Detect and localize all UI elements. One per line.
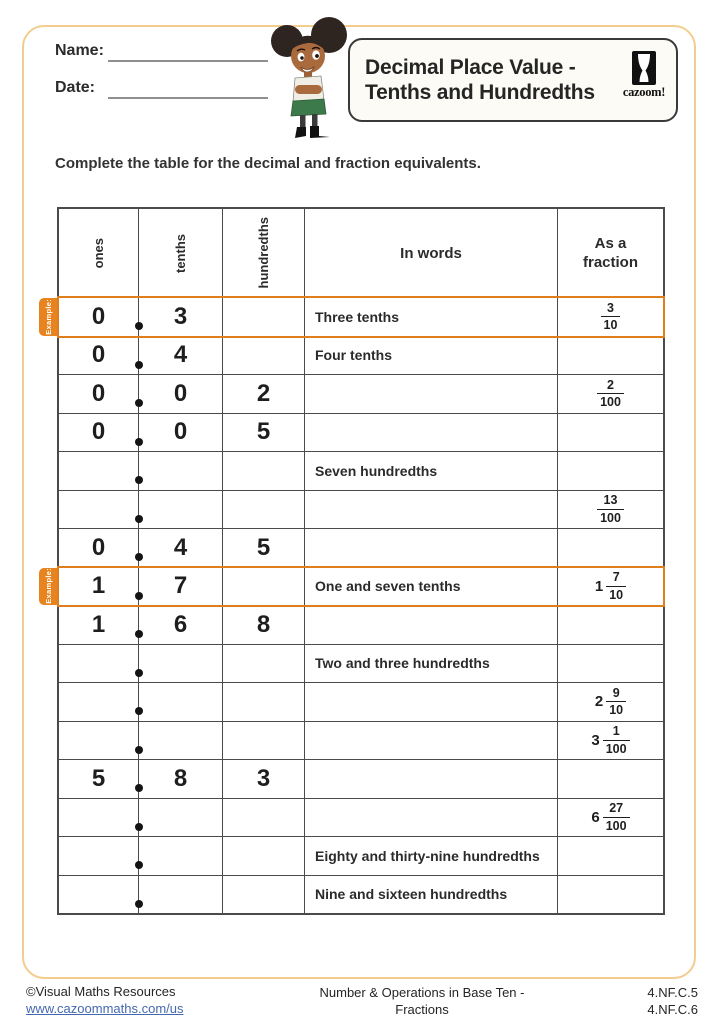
in-words-text: Three tenths xyxy=(315,308,400,325)
cell-as-fraction xyxy=(558,529,663,567)
instruction-text: Complete the table for the decimal and fraction equivalents. xyxy=(55,155,481,172)
tenths-digit: 4 xyxy=(173,533,188,561)
cell-in-words xyxy=(305,568,558,606)
cell-in-words xyxy=(305,414,558,452)
cell-ones xyxy=(59,568,139,606)
in-words-text: Four tenths xyxy=(315,347,392,364)
fraction-numerator: 2 xyxy=(607,377,614,392)
cell-as-fraction xyxy=(558,452,663,490)
tenths-digit: 0 xyxy=(173,418,188,446)
cell-as-fraction xyxy=(558,683,663,721)
copyright-text: ©Visual Maths Resources xyxy=(26,984,176,999)
cell-in-words xyxy=(305,837,558,875)
fraction-denominator: 10 xyxy=(606,586,626,602)
cell-in-words xyxy=(305,606,558,644)
fraction-stack xyxy=(603,802,630,832)
tenths-digit: 8 xyxy=(173,764,188,792)
table-row xyxy=(59,337,663,376)
cazoom-logo xyxy=(616,51,672,100)
cell-in-words xyxy=(305,491,558,529)
cell-hundredths xyxy=(223,799,305,837)
cell-ones xyxy=(59,414,139,452)
cell-tenths xyxy=(139,337,223,375)
cell-ones xyxy=(59,722,139,760)
table-row xyxy=(59,876,663,914)
ones-digit: 1 xyxy=(91,572,106,600)
fraction-whole-number: 2 xyxy=(594,693,604,711)
cell-in-words xyxy=(305,452,558,490)
ones-digit: 0 xyxy=(91,341,106,369)
as-fraction-header-label: As a fraction xyxy=(582,235,638,271)
hundredths-digit: 3 xyxy=(256,764,271,792)
footer-standards xyxy=(588,984,698,1018)
example-tab xyxy=(39,298,57,336)
cell-tenths xyxy=(139,375,223,413)
title-line-1: Decimal Place Value - xyxy=(365,56,576,79)
cell-as-fraction xyxy=(558,876,663,914)
cell-in-words xyxy=(305,645,558,683)
fraction-denominator: 10 xyxy=(606,701,626,717)
footer-left xyxy=(26,984,256,1016)
name-write-line xyxy=(108,60,268,62)
table-row xyxy=(59,837,663,876)
cell-tenths xyxy=(139,491,223,529)
decimal-point xyxy=(135,322,143,330)
cell-in-words xyxy=(305,799,558,837)
table-row xyxy=(59,452,663,491)
ones-digit: 0 xyxy=(91,418,106,446)
header-cell-hundredths xyxy=(223,209,305,297)
fraction-stack xyxy=(601,302,621,332)
cell-as-fraction xyxy=(558,375,663,413)
fraction-value xyxy=(591,725,629,755)
header-cell-tenths xyxy=(139,209,223,297)
decimal-point xyxy=(135,630,143,638)
hundredths-digit: 5 xyxy=(256,418,271,446)
place-value-table xyxy=(43,207,665,915)
hundredths-digit: 2 xyxy=(256,379,271,407)
cazoom-glass-icon xyxy=(632,51,656,85)
table-row xyxy=(59,375,663,414)
ones-digit: 5 xyxy=(91,764,106,792)
cazoom-logo-text: cazoom! xyxy=(622,85,666,99)
decimal-point xyxy=(135,861,143,869)
cell-in-words xyxy=(305,760,558,798)
fraction-numerator: 27 xyxy=(609,801,624,816)
cell-tenths xyxy=(139,683,223,721)
tenths-header-label: tenths xyxy=(173,233,188,273)
fraction-stack xyxy=(603,725,630,755)
fraction-denominator: 100 xyxy=(597,393,624,409)
decimal-point xyxy=(135,399,143,407)
cell-tenths xyxy=(139,799,223,837)
cell-as-fraction xyxy=(558,568,663,606)
in-words-text: Seven hundredths xyxy=(315,462,438,479)
in-words-text: Eighty and thirty-nine hundredths xyxy=(315,847,540,864)
fraction-denominator: 100 xyxy=(603,817,630,833)
cell-in-words xyxy=(305,722,558,760)
cell-tenths xyxy=(139,876,223,914)
cell-hundredths xyxy=(223,760,305,798)
cell-in-words xyxy=(305,683,558,721)
example-tab-label: Example: xyxy=(43,298,53,335)
cell-hundredths xyxy=(223,645,305,683)
decimal-point xyxy=(135,900,143,908)
decimal-point xyxy=(135,476,143,484)
tenths-digit: 0 xyxy=(173,379,188,407)
tenths-digit: 7 xyxy=(173,572,188,600)
cell-hundredths xyxy=(223,606,305,644)
cell-as-fraction xyxy=(558,645,663,683)
example-tab-label: Example: xyxy=(43,568,53,605)
table-row xyxy=(59,722,663,761)
cell-tenths xyxy=(139,568,223,606)
cell-ones xyxy=(59,876,139,914)
hundredths-digit: 8 xyxy=(256,610,271,638)
cell-ones xyxy=(59,337,139,375)
fraction-whole-number: 6 xyxy=(591,808,600,826)
cell-as-fraction xyxy=(558,414,663,452)
cell-ones xyxy=(59,606,139,644)
cell-hundredths xyxy=(223,414,305,452)
fraction-stack xyxy=(606,571,626,601)
example-tab xyxy=(39,568,57,606)
cell-as-fraction xyxy=(558,606,663,644)
title-box xyxy=(348,38,678,122)
cell-hundredths xyxy=(223,683,305,721)
standard-code-2: 4.NF.C.6 xyxy=(647,1002,698,1017)
decimal-point xyxy=(135,361,143,369)
in-words-text: Nine and sixteen hundredths xyxy=(315,886,508,903)
cell-in-words xyxy=(305,298,558,336)
decimal-point xyxy=(135,515,143,523)
cell-as-fraction xyxy=(558,760,663,798)
fraction-value xyxy=(595,571,626,601)
tenths-digit: 4 xyxy=(173,341,188,369)
ones-header-label: ones xyxy=(91,237,106,269)
cell-ones xyxy=(59,298,139,336)
website-link[interactable]: www.cazoommaths.com/us xyxy=(26,1001,184,1016)
standard-code-1: 4.NF.C.5 xyxy=(647,985,698,1000)
table-row xyxy=(59,414,663,453)
cell-hundredths xyxy=(223,491,305,529)
cell-ones xyxy=(59,491,139,529)
cell-as-fraction xyxy=(558,337,663,375)
footer-topic-line-2: Fractions xyxy=(395,1002,449,1017)
cell-tenths xyxy=(139,606,223,644)
tenths-digit: 6 xyxy=(173,610,188,638)
decimal-point xyxy=(135,669,143,677)
table-row xyxy=(59,760,663,799)
ones-digit: 1 xyxy=(91,610,106,638)
cell-in-words xyxy=(305,876,558,914)
decimal-point xyxy=(135,553,143,561)
in-words-text: One and seven tenths xyxy=(315,578,461,595)
ones-digit: 0 xyxy=(91,533,106,561)
cell-tenths xyxy=(139,529,223,567)
cell-ones xyxy=(59,837,139,875)
cell-as-fraction xyxy=(558,799,663,837)
footer-topic-line-1: Number & Operations in Base Ten - xyxy=(319,985,525,1000)
student-character-illustration xyxy=(266,14,358,140)
title-line-2: Tenths and Hundredths xyxy=(365,81,595,104)
fraction-denominator: 100 xyxy=(597,509,624,525)
decimal-point xyxy=(135,438,143,446)
decimal-point xyxy=(135,784,143,792)
table-row xyxy=(59,606,663,645)
fraction-stack xyxy=(597,494,624,524)
in-words-header-label: In words xyxy=(400,244,462,262)
cell-ones xyxy=(59,683,139,721)
cell-in-words xyxy=(305,529,558,567)
table-row xyxy=(59,645,663,684)
cell-hundredths xyxy=(223,837,305,875)
in-words-text: Two and three hundredths xyxy=(315,655,490,672)
fraction-denominator: 10 xyxy=(601,316,621,332)
table-header-row xyxy=(59,209,663,298)
decimal-point xyxy=(135,707,143,715)
cell-tenths xyxy=(139,722,223,760)
header-cell-ones xyxy=(59,209,139,297)
cell-as-fraction xyxy=(558,837,663,875)
fraction-whole-number: 3 xyxy=(591,731,600,749)
footer xyxy=(26,984,698,1018)
ones-digit: 0 xyxy=(91,379,106,407)
fraction-numerator: 3 xyxy=(607,300,614,315)
fraction-value xyxy=(595,687,626,717)
decimal-point xyxy=(135,592,143,600)
cell-ones xyxy=(59,799,139,837)
cell-tenths xyxy=(139,837,223,875)
tenths-digit: 3 xyxy=(173,302,188,330)
fraction-value xyxy=(597,494,624,524)
table-row xyxy=(59,799,663,838)
cell-tenths xyxy=(139,645,223,683)
fraction-numerator: 13 xyxy=(603,493,618,508)
cell-ones xyxy=(59,375,139,413)
cell-hundredths xyxy=(223,722,305,760)
cell-hundredths xyxy=(223,337,305,375)
cell-tenths xyxy=(139,452,223,490)
cell-as-fraction xyxy=(558,298,663,336)
cell-tenths xyxy=(139,760,223,798)
fraction-stack xyxy=(606,687,626,717)
cell-ones xyxy=(59,760,139,798)
cell-hundredths xyxy=(223,452,305,490)
cell-hundredths xyxy=(223,298,305,336)
date-write-line xyxy=(108,97,268,99)
ones-digit: 0 xyxy=(91,302,106,330)
name-label: Name: xyxy=(55,42,104,59)
fraction-value xyxy=(601,302,621,332)
fraction-numerator: 1 xyxy=(612,724,620,739)
cell-ones xyxy=(59,645,139,683)
table-row xyxy=(59,529,663,568)
decimal-point xyxy=(135,823,143,831)
table-row xyxy=(59,683,663,722)
fraction-value xyxy=(597,379,624,409)
date-label: Date: xyxy=(55,79,96,96)
cell-in-words xyxy=(305,337,558,375)
worksheet-title xyxy=(365,55,595,105)
cell-in-words xyxy=(305,375,558,413)
cell-ones xyxy=(59,452,139,490)
fraction-denominator: 100 xyxy=(603,740,630,756)
table-row xyxy=(59,491,663,530)
cell-as-fraction xyxy=(558,491,663,529)
cell-hundredths xyxy=(223,375,305,413)
hundredths-header-label: hundredths xyxy=(256,217,271,289)
cell-as-fraction xyxy=(558,722,663,760)
fraction-stack xyxy=(597,379,624,409)
cell-tenths xyxy=(139,414,223,452)
hundredths-digit: 5 xyxy=(256,533,271,561)
footer-center xyxy=(256,984,588,1018)
fraction-value xyxy=(591,802,629,832)
cell-hundredths xyxy=(223,529,305,567)
decimal-point xyxy=(135,746,143,754)
cell-hundredths xyxy=(223,876,305,914)
cell-hundredths xyxy=(223,568,305,606)
fraction-numerator: 7 xyxy=(612,570,620,585)
header-cell-as-fraction xyxy=(558,209,663,297)
table-row xyxy=(43,568,663,607)
table-row xyxy=(43,298,663,337)
cell-tenths xyxy=(139,298,223,336)
cell-ones xyxy=(59,529,139,567)
fraction-whole-number: 1 xyxy=(594,577,604,595)
fraction-numerator: 9 xyxy=(612,685,620,700)
header-cell-in-words xyxy=(305,209,558,297)
